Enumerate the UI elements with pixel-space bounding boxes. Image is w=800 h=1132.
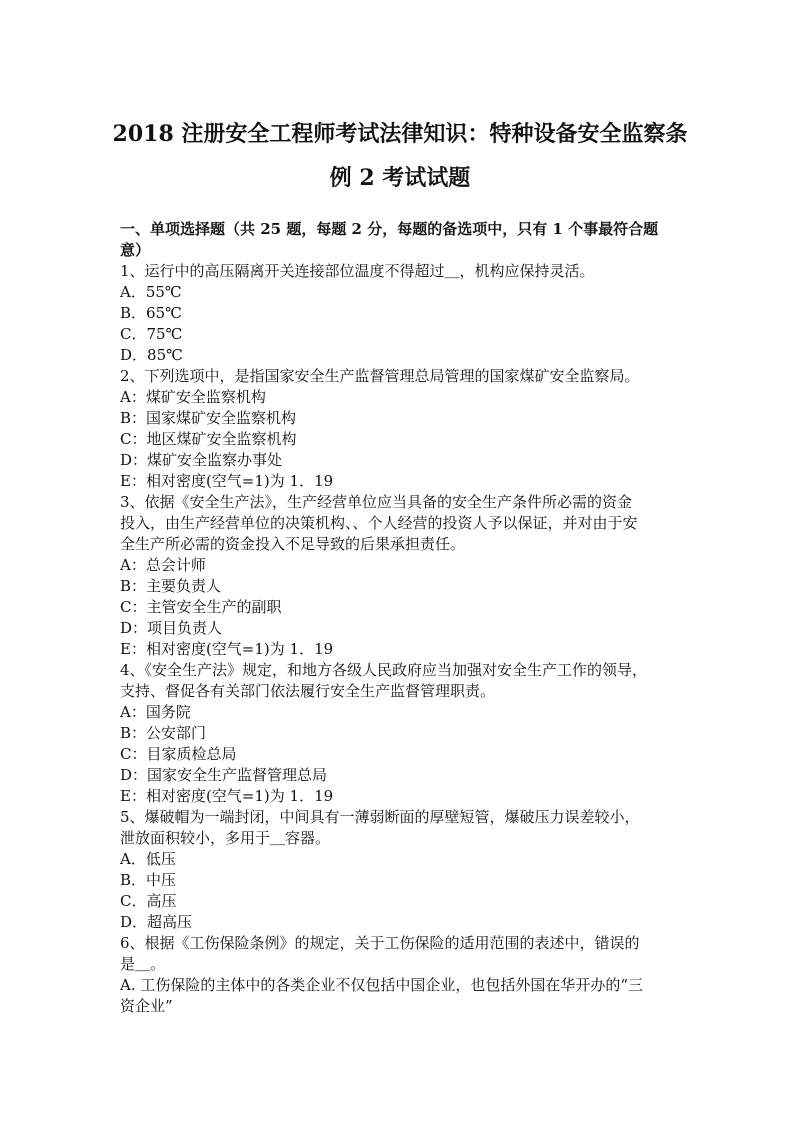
question-1-option-b: B．65℃: [120, 304, 182, 322]
question-5-option-a: A．低压: [120, 850, 176, 868]
section-heading-line-1: 一、单项选择题（共 25 题，每题 2 分，每题的备选项中，只有 1 个事最符合题: [120, 220, 659, 238]
question-6-option-a-line-2: 资企业”: [120, 997, 173, 1015]
question-3-option-a: A：总会计师: [120, 556, 206, 574]
question-6-stem-line-1: 6、根据《工伤保险条例》的规定，关于工伤保险的适用范围的表述中，错误的: [120, 934, 640, 952]
question-3-stem-line-2: 投入，由生产经营单位的决策机构、、个人经营的投资人予以保证，并对由于安: [120, 514, 638, 532]
question-3-option-d: D：项目负责人: [120, 619, 223, 637]
question-4-option-c: C：目家质检总局: [120, 745, 237, 763]
question-3-option-b: B：主要负责人: [120, 577, 222, 595]
question-3-option-e: E：相对密度(空气=1)为 1．19: [120, 640, 334, 658]
question-1-stem: 1、运行中的高压隔离开关连接部位温度不得超过＿，机构应保持灵活。: [120, 262, 595, 280]
question-3-option-c: C：主管安全生产的副职: [120, 598, 282, 616]
question-2-option-b: B：国家煤矿安全监察机构: [120, 409, 297, 427]
document-body: [120, 219, 690, 1017]
question-2-option-a: A：煤矿安全监察机构: [120, 388, 266, 406]
question-3-stem-line-1: 3、依据《安全生产法》，生产经营单位应当具备的安全生产条件所必需的资金: [120, 493, 633, 511]
document-title-line-2: 例 2 考试试题: [329, 165, 471, 191]
question-6-option-a-line-1: A. 工伤保险的主体中的各类企业不仅包括中国企业，也包括外国在华开办的“三: [120, 976, 644, 994]
question-4-option-d: D：国家安全生产监督管理总局: [120, 766, 328, 784]
question-5-stem-line-1: 5、爆破帽为一端封闭，中间具有一薄弱断面的厚壁短管，爆破压力误差较小，: [120, 808, 640, 826]
question-6-stem-line-2: 是＿。: [120, 955, 166, 973]
question-1-option-d: D．85℃: [120, 346, 183, 364]
section-heading-line-2: 意）: [120, 241, 151, 259]
question-2-stem: 2、下列选项中，是指国家安全生产监督管理总局管理的国家煤矿安全监察局。: [120, 367, 640, 385]
question-4-stem-line-1: 4、《安全生产法》规定，和地方各级人民政府应当加强对安全生产工作的领导，: [120, 661, 648, 679]
question-1-option-a: A．55℃: [120, 283, 182, 301]
question-5-option-c: C．高压: [120, 892, 177, 910]
question-5-option-d: D．超高压: [120, 913, 193, 931]
question-3-stem-line-3: 全生产所必需的资金投入不足导致的后果承担责任。: [120, 535, 466, 553]
question-2-option-d: D：煤矿安全监察办事处: [120, 451, 283, 469]
question-4-stem-line-2: 支持、督促各有关部门依法履行安全生产监督管理职责。: [120, 682, 496, 700]
question-5-stem-line-2: 泄放面积较小，多用于＿容器。: [120, 829, 331, 847]
question-2-option-c: C：地区煤矿安全监察机构: [120, 430, 297, 448]
question-4-option-a: A：国务院: [120, 703, 191, 721]
question-4-option-b: B：公安部门: [120, 724, 207, 742]
question-4-option-e: E：相对密度(空气=1)为 1．19: [120, 787, 334, 805]
document-title-line-1: 2018 注册安全工程师考试法律知识：特种设备安全监察条: [112, 121, 688, 147]
question-2-option-e: E：相对密度(空气=1)为 1．19: [120, 472, 334, 490]
question-1-option-c: C．75℃: [120, 325, 183, 343]
question-5-option-b: B．中压: [120, 871, 177, 889]
